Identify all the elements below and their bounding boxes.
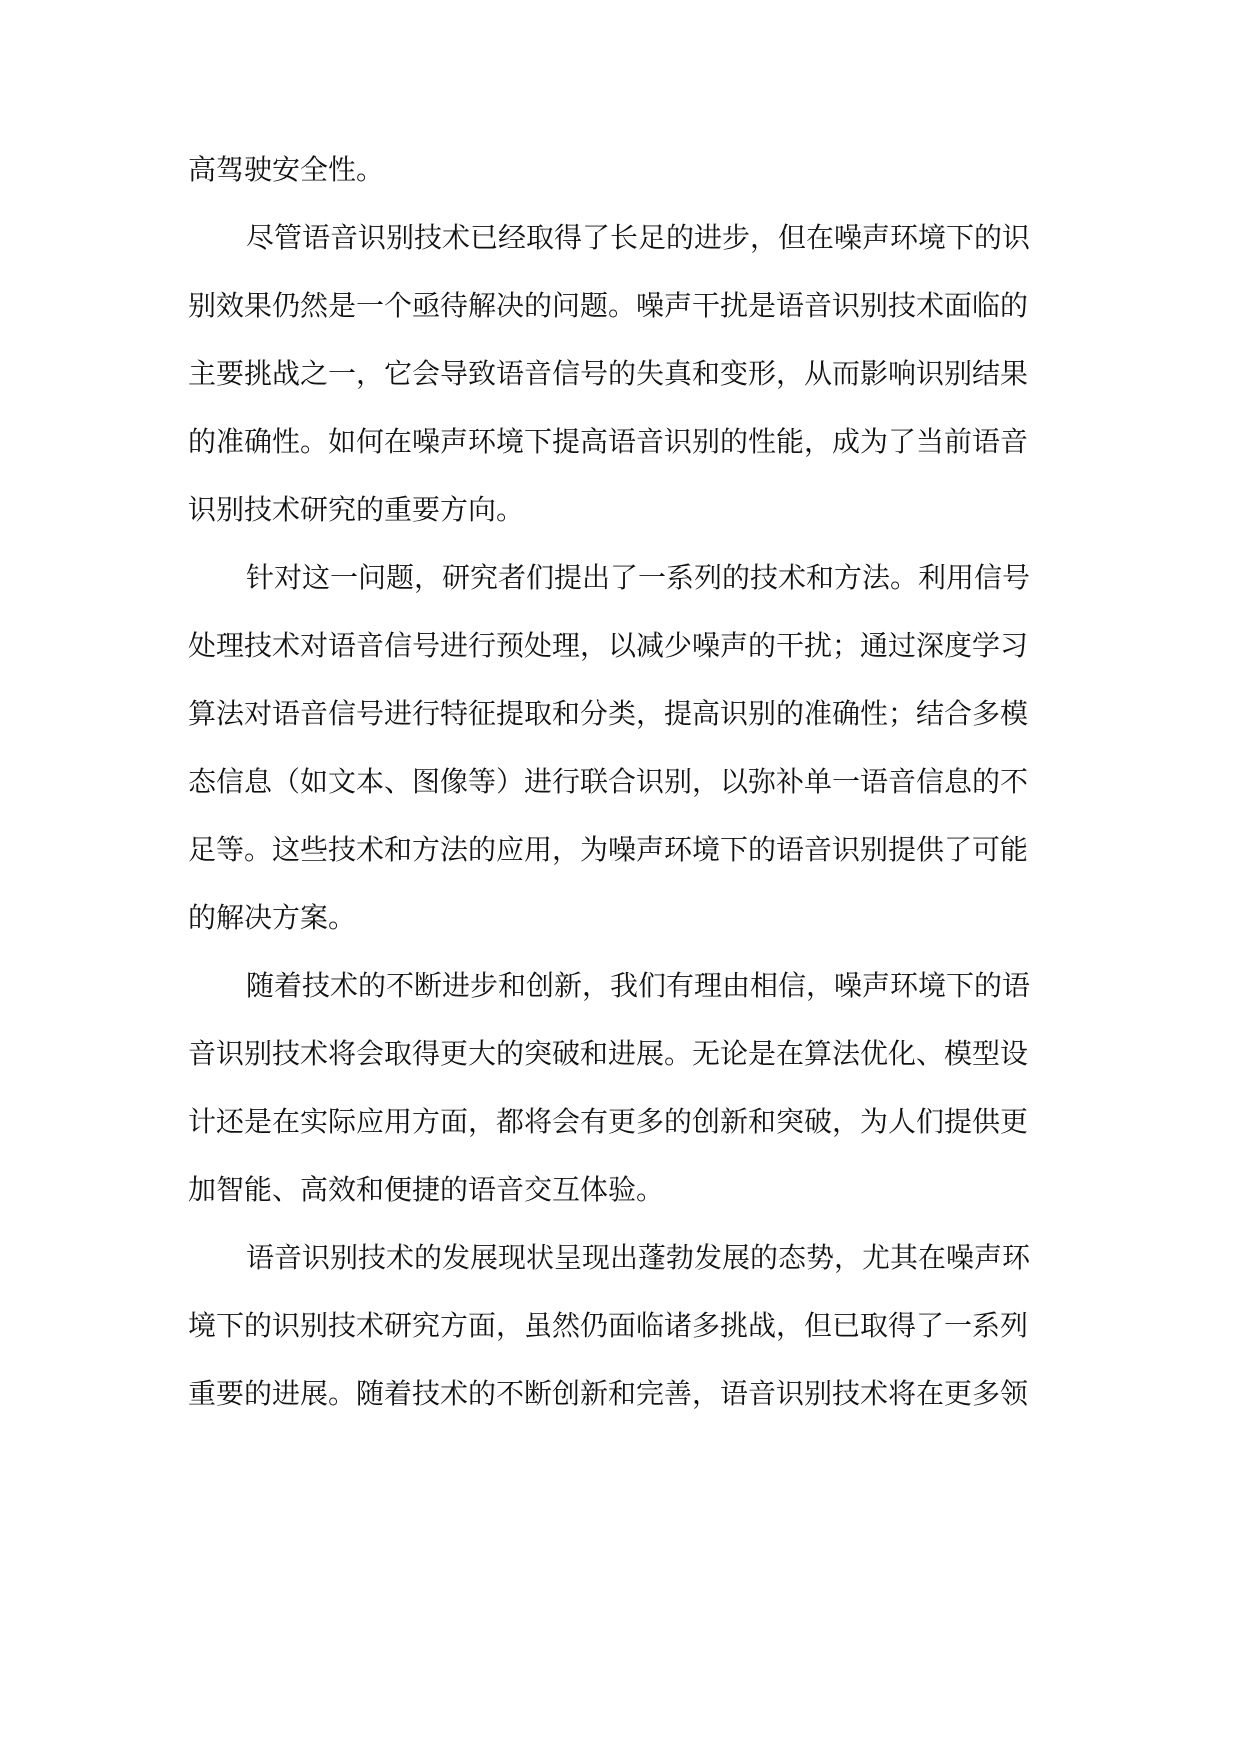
- text-line: 足等。这些技术和方法的应用，为噪声环境下的语音识别提供了可能: [188, 833, 1029, 866]
- text-line: 境下的识别技术研究方面，虽然仍面临诸多挑战，但已取得了一系列: [188, 1309, 1029, 1342]
- text-line: 的解决方案。: [188, 901, 357, 934]
- text-line: 语音识别技术的发展现状呈现出蓬勃发展的态势，尤其在噪声环: [246, 1241, 1031, 1274]
- text-line: 高驾驶安全性。: [188, 153, 385, 186]
- text-line: 加智能、高效和便捷的语音交互体验。: [188, 1173, 665, 1206]
- text-line: 处理技术对语音信号进行预处理，以减少噪声的干扰；通过深度学习: [188, 629, 1029, 662]
- text-line: 音识别技术将会取得更大的突破和进展。无论是在算法优化、模型设: [188, 1037, 1029, 1070]
- text-line: 重要的进展。随着技术的不断创新和完善，语音识别技术将在更多领: [188, 1377, 1029, 1410]
- text-line: 计还是在实际应用方面，都将会有更多的创新和突破，为人们提供更: [188, 1105, 1029, 1138]
- text-line: 态信息（如文本、图像等）进行联合识别，以弥补单一语音信息的不: [188, 765, 1029, 798]
- text-line: 算法对语音信号进行特征提取和分类，提高识别的准确性；结合多模: [188, 697, 1029, 730]
- paragraph-1: [188, 136, 1058, 204]
- document-body: [188, 136, 1058, 1428]
- text-line: 别效果仍然是一个亟待解决的问题。噪声干扰是语音识别技术面临的: [188, 289, 1029, 322]
- text-line: 主要挑战之一，它会导致语音信号的失真和变形，从而影响识别结果: [188, 357, 1029, 390]
- paragraph-5: [188, 1224, 1058, 1428]
- text-line: 针对这一问题，研究者们提出了一系列的技术和方法。利用信号: [246, 561, 1031, 594]
- paragraph-2: [188, 204, 1058, 544]
- paragraph-3: [188, 544, 1058, 952]
- text-line: 尽管语音识别技术已经取得了长足的进步，但在噪声环境下的识: [246, 221, 1031, 254]
- text-line: 随着技术的不断进步和创新，我们有理由相信，噪声环境下的语: [246, 969, 1031, 1002]
- text-line: 的准确性。如何在噪声环境下提高语音识别的性能，成为了当前语音: [188, 425, 1029, 458]
- text-line: 识别技术研究的重要方向。: [188, 493, 525, 526]
- paragraph-4: [188, 952, 1058, 1224]
